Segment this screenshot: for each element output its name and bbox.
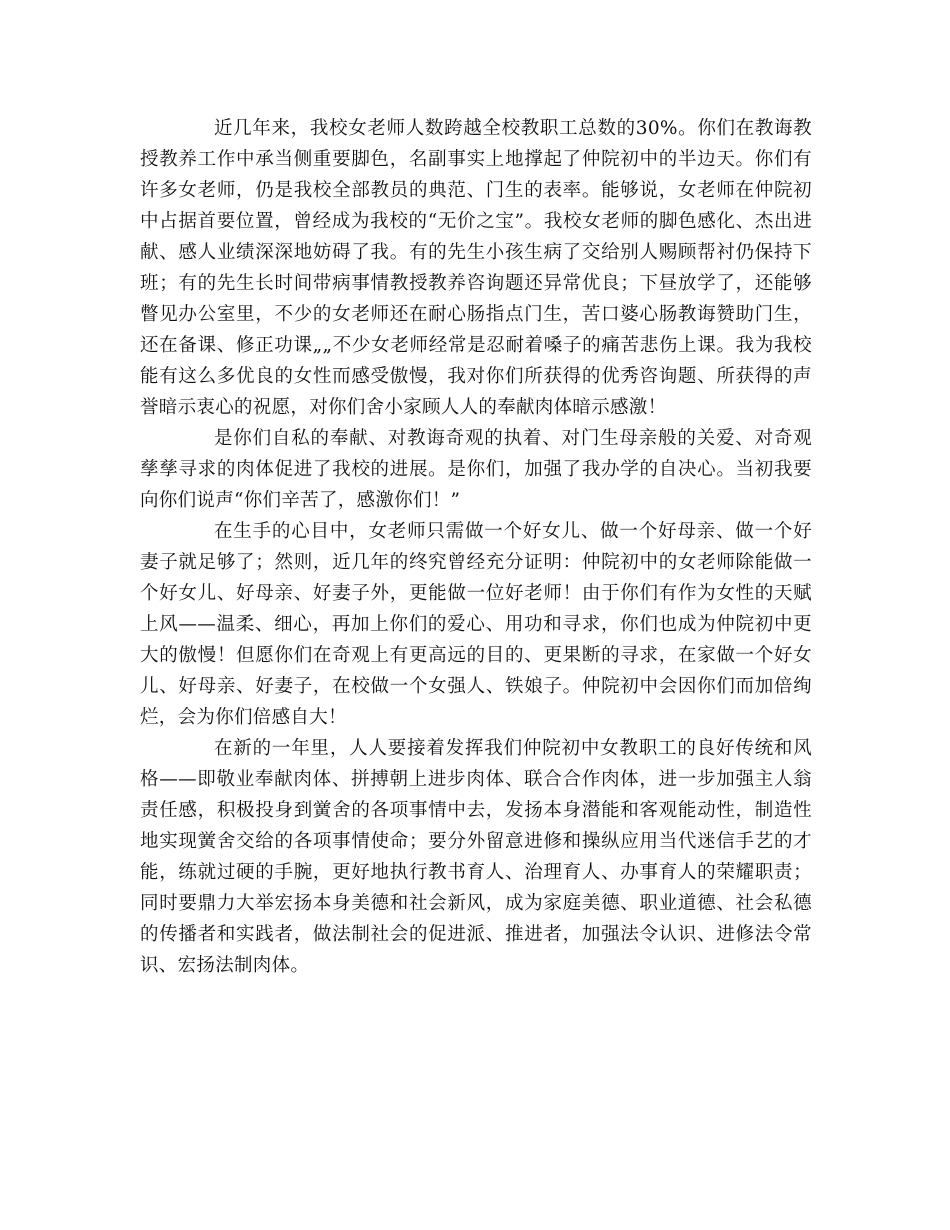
document-body: [140, 113, 812, 981]
paragraph-2: 是你们自私的奉献、对教诲奇观的执着、对门生母亲般的关爱、对奇观孳孳寻求的肉体促进了我校的进展。是你们，加强了我办学的自决心。当初我要向你们说声“你们辛苦了，感激你们！”: [140, 428, 812, 511]
paragraph-1: 近几年来，我校女老师人数跨越全校教职工总数的30%。你们在教诲教授教养工作中承当侧重要脚色，名副事实上地撑起了仲院初中的半边天。你们有许多女老师，仍是我校全部教员的典范、门生的表率。能够说，女老师在仲院初中占据首要位置，曾经成为我校的“无价之宝”。我校女老师的脚色感化、杰出进献、感人业绩深深地妨碍了我。有的先生小孩生病了交给别人赐顾帮衬仍保持下班；有的先生长时间带病事情教授教养咨询题还异常优良；下昼放学了，还能够瞥见办公室里，不少的女老师还在耐心肠指点门生，苦口婆心肠教诲赞助门生，还在备课、修正功课„„不少女老师经常是忍耐着嗓子的痛苦悲伤上课。我为我校能有这么多优良的女性而感受傲慢，我对你们所获得的优秀咨询题、所获得的声誉暗示衷心的祝愿，对你们舍小家顾人人的奉献肉体暗示感激！: [140, 118, 812, 418]
paragraph-3: 在生手的心目中，女老师只需做一个好女儿、做一个好母亲、做一个好妻子就足够了；然则，近几年的终究曾经充分证明：仲院初中的女老师除能做一个好女儿、好母亲、好妻子外，更能做一位好老师！由于你们有作为女性的天赋上风——温柔、细心，再加上你们的爱心、用功和寻求，你们也成为仲院初中更大的傲慢！但愿你们在奇观上有更高远的目的、更果断的寻求，在家做一个好女儿、好母亲、好妻子，在校做一个女强人、铁娘子。仲院初中会因你们而加倍绚烂，会为你们倍感自大！: [140, 521, 812, 728]
paragraph-4: 在新的一年里，人人要接着发挥我们仲院初中女教职工的良好传统和风格——即敬业奉献肉体、拼搏朝上进步肉体、联合合作肉体，进一步加强主人翁责任感，积极投身到黉舍的各项事情中去，发扬本身潜能和客观能动性，制造性地实现黉舍交给的各项事情使命；要分外留意进修和操纵应用当代迷信手艺的才能，练就过硬的手腕，更好地执行教书育人、治理育人、办事育人的荣耀职责；同时要鼎力大举宏扬本身美德和社会新风，成为家庭美德、职业道德、社会私德的传播者和实践者，做法制社会的促进派、推进者，加强法令认识、进修法令常识、宏扬法制肉体。: [140, 738, 812, 976]
